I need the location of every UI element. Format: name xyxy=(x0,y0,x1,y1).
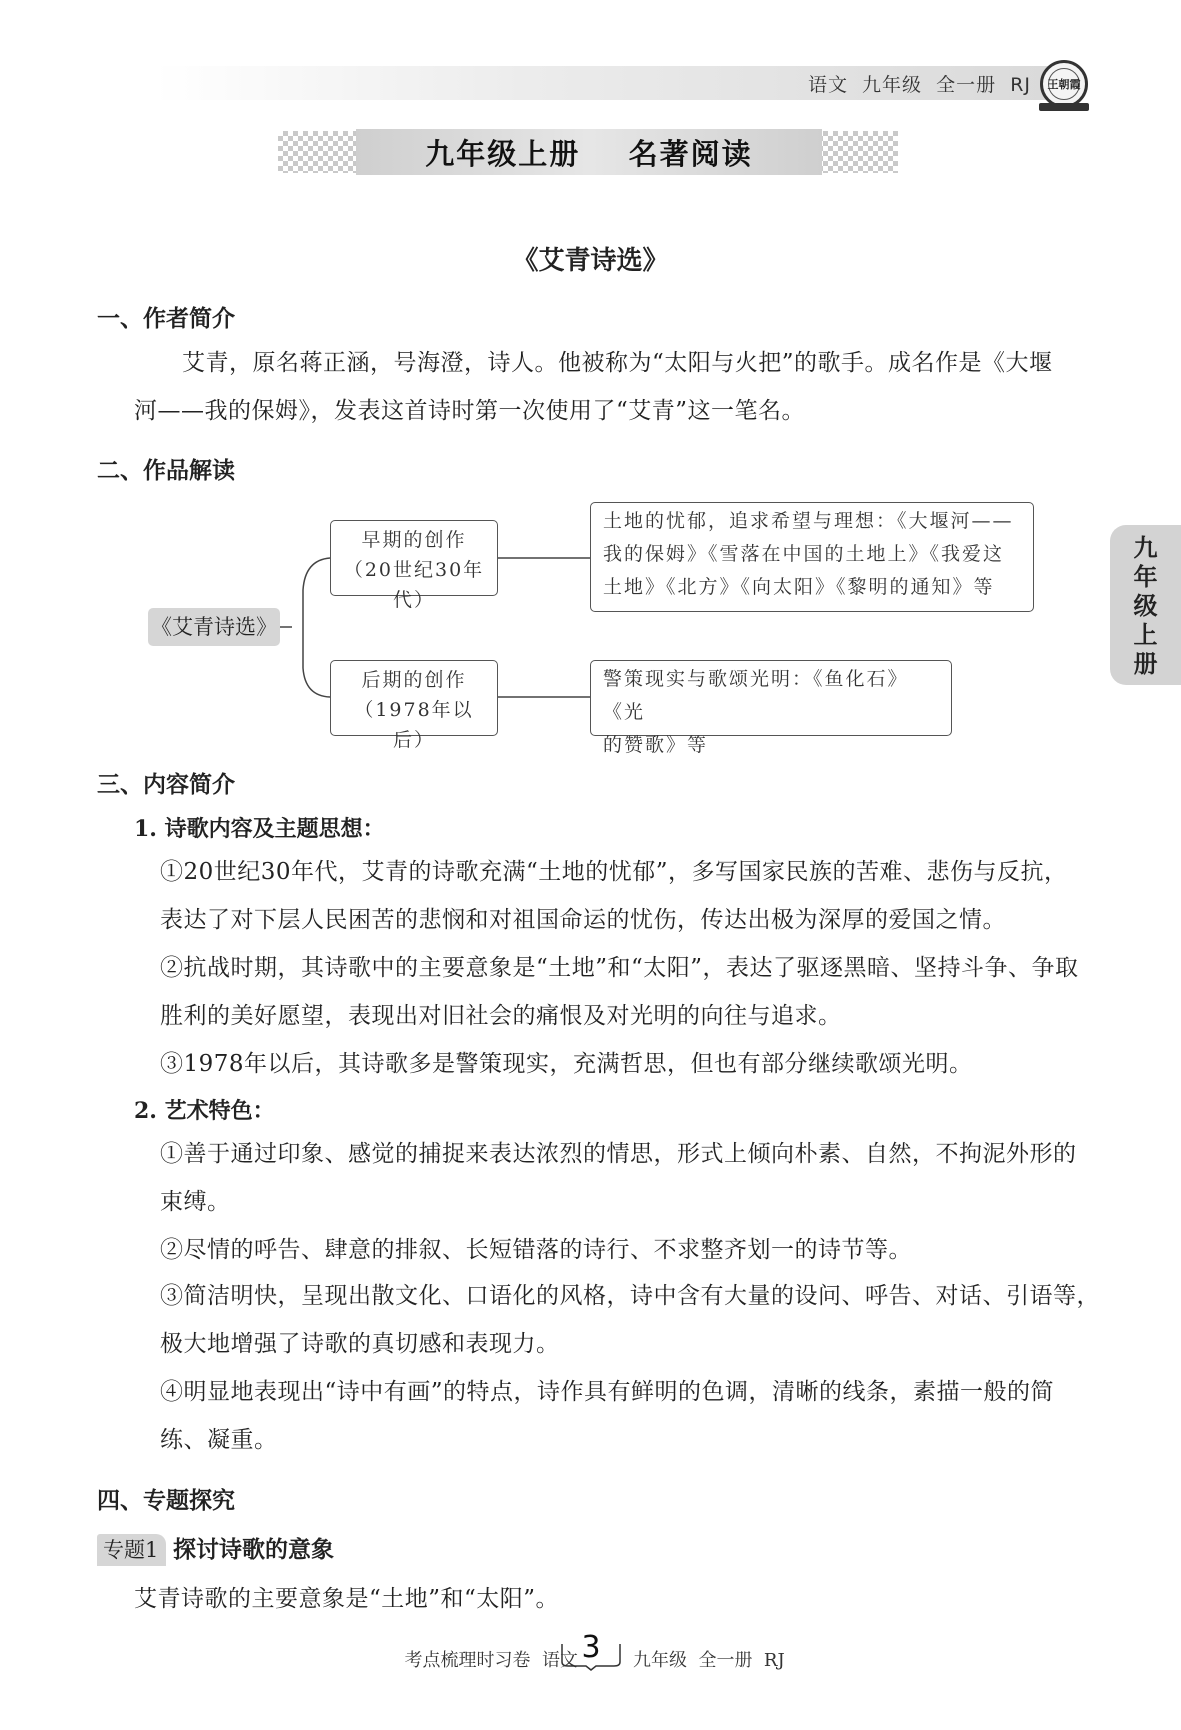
side-tab-char: 九 xyxy=(1133,532,1158,562)
topic-line: 艾青诗歌的主要意象是“土地”和“太阳”。 xyxy=(134,1586,560,1612)
footer-left: 考点梳理时习卷 语文 xyxy=(404,1650,578,1671)
mindmap-early-detail xyxy=(590,502,1034,612)
theme-line-2: 表达了对下层人民困苦的悲悯和对祖国命运的忧伤，传达出极为深厚的爱国之情。 xyxy=(160,907,1006,933)
mindmap-early-detail-line: 土地的忧郁，追求希望与理想：《大堰河—— xyxy=(603,510,1014,532)
art-line-7: 练、凝重。 xyxy=(160,1427,278,1453)
side-tab-char: 级 xyxy=(1133,590,1158,620)
page-number: 3 xyxy=(581,1630,601,1665)
mindmap-early-label-line: （20世纪30年代） xyxy=(343,559,485,611)
art-line-6: ④明显地表现出“诗中有画”的特点，诗作具有鲜明的色调，清晰的线条，素描一般的简 xyxy=(160,1379,1055,1405)
art-line-3: ②尽情的呼告、肆意的排叙、长短错落的诗行、不求整齐划一的诗节等。 xyxy=(160,1237,912,1263)
mindmap-early-detail-line: 土地》《北方》《向太阳》《黎明的通知》等 xyxy=(603,576,995,598)
theme-line-5: ③1978年以后，其诗歌多是警策现实，充满哲思，但也有部分继续歌颂光明。 xyxy=(160,1051,973,1077)
side-tab-char: 册 xyxy=(1133,648,1158,678)
section-heading-topics: 四、专题探究 xyxy=(97,1487,235,1514)
mindmap-late-label-line: （1978年以后） xyxy=(354,699,474,751)
logo-text: 王朝霞 xyxy=(1047,78,1081,91)
mindmap-late-detail-line: 的赞歌》等 xyxy=(603,734,709,756)
topic-badge: 专题1 xyxy=(97,1534,166,1566)
mindmap-late-label-line: 后期的创作 xyxy=(361,669,467,691)
banner-decoration-left xyxy=(278,131,360,173)
mindmap-early-label xyxy=(330,520,498,611)
banner-decoration-right xyxy=(818,131,898,173)
mindmap-late-detail xyxy=(590,660,952,756)
author-line-1: 艾青，原名蒋正涵，号海澄，诗人。他被称为“太阳与火把”的歌手。成名作是《大堰 xyxy=(182,350,1053,376)
mindmap-early-label-line: 早期的创作 xyxy=(361,529,467,551)
section-heading-author: 一、作者简介 xyxy=(97,305,235,332)
mindmap-root: 《艾青诗选》 xyxy=(148,608,280,646)
art-line-1: ①善于通过印象、感觉的捕捉来表达浓烈的情思，形式上倾向朴素、自然，不拘泥外形的 xyxy=(160,1141,1077,1167)
book-title: 《艾青诗选》 xyxy=(512,246,669,276)
section-heading-interpretation: 二、作品解读 xyxy=(97,457,235,484)
author-line-2: 河——我的保姆》，发表这首诗时第一次使用了“艾青”这一笔名。 xyxy=(134,398,806,424)
art-line-4: ③简洁明快，呈现出散文化、口语化的风格，诗中含有大量的设问、呼告、对话、引语等， xyxy=(160,1283,1100,1309)
subsection-heading-theme: 1. 诗歌内容及主题思想： xyxy=(134,816,385,842)
side-tab-char: 上 xyxy=(1133,619,1158,649)
theme-line-1: ①20世纪30年代，艾青的诗歌充满“土地的忧郁”，多写国家民族的苦难、悲伤与反抗， xyxy=(160,859,1068,885)
theme-line-4: 胜利的美好愿望，表现出对旧社会的痛恨及对光明的向往与追求。 xyxy=(160,1003,842,1029)
side-tab-char: 年 xyxy=(1133,561,1158,591)
publisher-logo xyxy=(1040,60,1088,108)
page-title: 九年级上册 名著阅读 xyxy=(356,129,822,175)
header-info: 语文 九年级 全一册 RJ xyxy=(807,74,1031,96)
topic-title: 探讨诗歌的意象 xyxy=(173,1536,334,1563)
section-heading-content: 三、内容简介 xyxy=(97,771,235,798)
art-line-5: 极大地增强了诗歌的真切感和表现力。 xyxy=(160,1331,560,1357)
mindmap-late-detail-line: 警策现实与歌颂光明：《鱼化石》《光 xyxy=(603,668,909,723)
theme-line-3: ②抗战时期，其诗歌中的主要意象是“土地”和“太阳”，表达了驱逐黑暗、坚持斗争、争取 xyxy=(160,955,1079,981)
footer-right: 九年级 全一册 RJ xyxy=(633,1650,785,1671)
mindmap-late-label xyxy=(330,660,498,751)
mindmap-early-detail-line: 我的保姆》《雪落在中国的土地上》《我爱这 xyxy=(603,543,1005,565)
subsection-heading-art: 2. 艺术特色： xyxy=(134,1098,275,1124)
art-line-2: 束缚。 xyxy=(160,1189,231,1215)
side-tab-grade xyxy=(1110,525,1181,685)
